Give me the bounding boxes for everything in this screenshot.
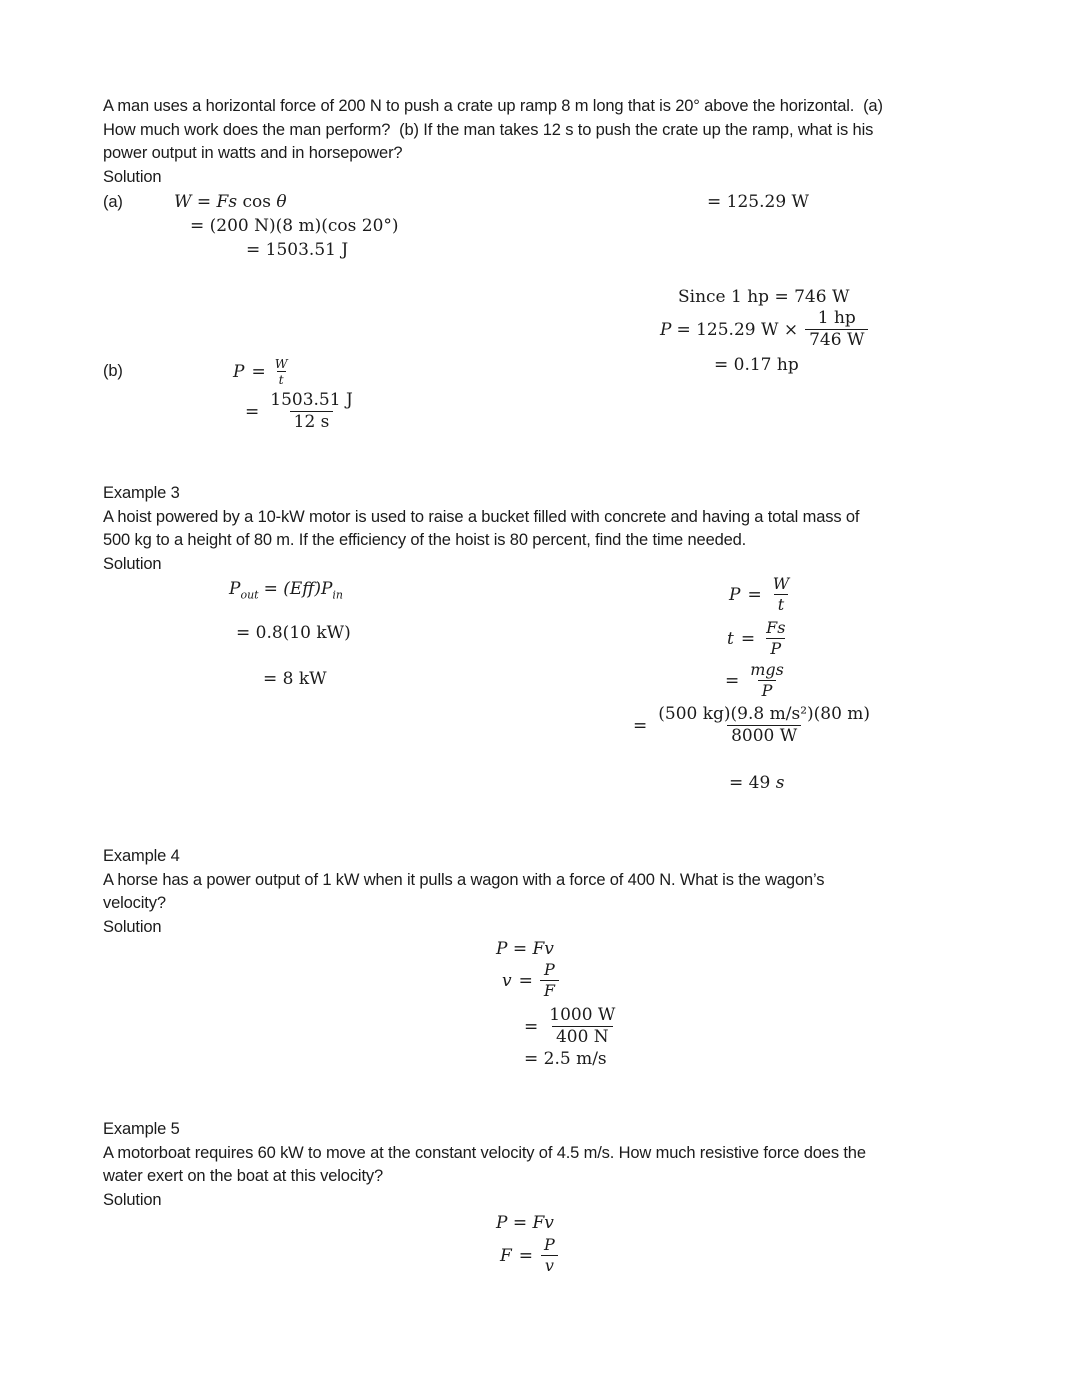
equation-v-p-over-f: v = $\frac{P}{F}$: [502, 960, 559, 1001]
equation-pout-result: = 8 kW: [263, 669, 327, 689]
equation-hp-conversion: [660, 308, 868, 352]
part-a-label: (a): [103, 193, 123, 211]
example3-title: Example 3: [103, 484, 180, 502]
solution-label: Solution: [103, 1191, 162, 1209]
hp-conversion-note: Since 1 hp = 746 W: [678, 287, 850, 307]
fraction-fs-over-p: $\frac{Fs}{P}$: [766, 618, 786, 658]
problem-text-line: A man uses a horizontal force of 200 N to push a crate up ramp 8 m long that is 20° above the horizontal. (a): [103, 97, 883, 115]
equation-power-watts-result: = 125.29 W: [707, 192, 810, 212]
equation-velocity-result: = 2.5 m/s: [524, 1049, 607, 1069]
equation-work-formula: W = Fs cos θ: [174, 192, 287, 212]
equation-power-substitution: = $\frac{1503.51 J}{12 s}$: [245, 390, 357, 434]
example3-text-line: 500 kg to a height of 80 m. If the efficiency of the hoist is 80 percent, find the time needed.: [103, 531, 747, 549]
equation-p-fv: P = Fv: [496, 939, 554, 959]
equation-t-fs-over-p: t = $\frac{Fs}{P}$: [727, 618, 789, 659]
example5-title: Example 5: [103, 1120, 180, 1138]
equation-mgs-over-p: = $\frac{\text{mgs}}{P}$: [725, 660, 788, 701]
example4-text-line: A horse has a power output of 1 kW when it pulls a wagon with a force of 400 N. What is the wagon’s: [103, 871, 825, 889]
equation-p-fv: P = Fv: [496, 1213, 554, 1233]
fraction-mgs-over-p: $\frac{\text{mgs}}{P}$: [750, 660, 784, 700]
example5-text-line: water exert on the boat at this velocity?: [103, 1167, 384, 1185]
fraction-joules-over-seconds: $\frac{1503.51 J}{12 s}$: [270, 390, 353, 433]
equation-f-p-over-v: F = $\frac{P}{v}$: [500, 1235, 559, 1276]
fraction-w-over-t: $\frac{W}{t}$: [772, 574, 790, 614]
solution-label: Solution: [103, 918, 162, 936]
fraction-p-over-f: $\frac{P}{F}$: [540, 960, 559, 1001]
example4-title: Example 4: [103, 847, 180, 865]
problem-text-line: power output in watts and in horsepower?: [103, 144, 403, 162]
equation-power-definition: P = $\frac{W}{t}$: [233, 356, 288, 387]
example3-text-line: A hoist powered by a 10-kW motor is used to raise a bucket filled with concrete and having a total mass of: [103, 508, 860, 526]
equation-velocity-substitution: = $\frac{1000 W}{400 N}$: [524, 1005, 619, 1049]
fraction-w-over-t: $\frac{W}{t}$: [274, 356, 288, 387]
solution-label: Solution: [103, 168, 162, 186]
hp-lhs: P = 125.29 W ×: [660, 319, 799, 340]
fraction-numeric-time: $\frac{\text{(500 kg)(9.8 m/s²)(80 m)}}{8000 W}$: [658, 704, 871, 747]
example5-text-line: A motorboat requires 60 kW to move at the constant velocity of 4.5 m/s. How much resistive force does the: [103, 1144, 866, 1162]
fraction-hp-per-watt: $\frac{1 hp}{746 W}$: [805, 308, 868, 352]
equation-work-substitution: = (200 N)(8 m)(cos 20°): [190, 216, 399, 236]
equation-work-result: = 1503.51 J: [246, 240, 349, 260]
fraction-watts-over-newtons: $\frac{1000 W}{400 N}$: [549, 1005, 616, 1048]
example4-text-line: velocity?: [103, 894, 166, 912]
equation-efficiency-substitution: = 0.8(10 kW): [236, 623, 351, 643]
equation-hp-result: = 0.17 hp: [714, 355, 799, 375]
equation-time-result: = 49 s: [729, 773, 785, 793]
equation-time-substitution: = $\frac{\text{(500 kg)(9.8 m/s²)(80 m)}}{8000 W}$: [633, 704, 874, 748]
fraction-p-over-v: $\frac{P}{v}$: [540, 1235, 559, 1276]
equation-p-w-over-t: P = $\frac{W}{t}$: [729, 574, 793, 615]
part-b-label: (b): [103, 362, 123, 380]
problem-text-line: How much work does the man perform? (b) If the man takes 12 s to push the crate up the ramp, what is his: [103, 121, 874, 139]
solution-label: Solution: [103, 555, 162, 573]
equation-efficiency-formula: $P_{out} = (Eff)P_{in}$: [229, 579, 344, 602]
